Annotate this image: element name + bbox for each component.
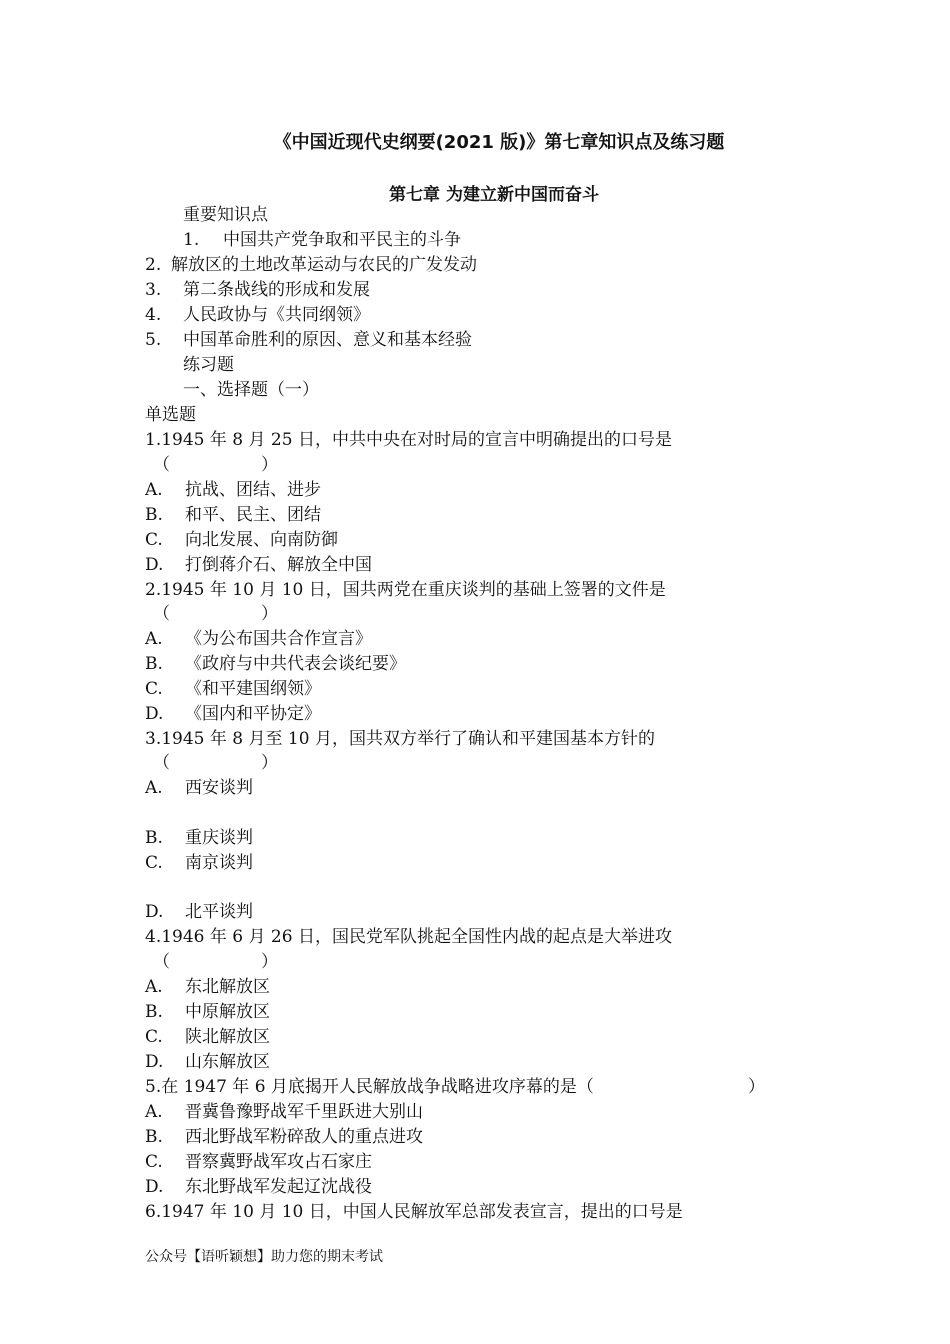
option [145, 628, 372, 650]
answer-blank [153, 951, 278, 973]
knowledge-item [145, 304, 370, 326]
question-stem: 3.1945 年 8 月至 10 月，国共双方举行了确认和平建国基本方针的 [145, 729, 655, 749]
option-label: A. [145, 1102, 163, 1122]
question-stem: 1.1945 年 8 月 25 日，中共中央在对时局的宣言中明确提出的口号是 [145, 430, 672, 450]
close-paren: ） [748, 1077, 765, 1097]
open-paren: （ [153, 753, 170, 773]
option [145, 703, 321, 725]
close-paren: ） [261, 753, 278, 773]
option [145, 1176, 372, 1198]
option-text: 山东解放区 [185, 1052, 270, 1072]
option-text: 打倒蒋介石、解放全中国 [185, 555, 372, 575]
knowledge-heading: 重要知识点 [183, 205, 268, 225]
close-paren: ） [261, 604, 278, 624]
option-text: 中原解放区 [185, 1002, 270, 1022]
question-stem: 2.1945 年 10 月 10 日，国共两党在重庆谈判的基础上签署的文件是 [145, 580, 666, 600]
option-label: B. [145, 1002, 163, 1022]
option-text: 北平谈判 [185, 902, 253, 922]
knowledge-item-text: 中国共产党争取和平民主的斗争 [223, 230, 461, 250]
option-text: 陕北解放区 [185, 1027, 270, 1047]
option [145, 1126, 423, 1148]
option-label: C. [145, 530, 163, 550]
knowledge-item-number: 5. [145, 330, 162, 350]
knowledge-item-number: 3. [145, 280, 162, 300]
knowledge-item-number: 2. [145, 255, 162, 275]
option-text: 晋冀鲁豫野战军千里跃进大别山 [185, 1102, 423, 1122]
knowledge-item-number: 1. [183, 230, 200, 250]
section-heading: 一、选择题（一） [183, 380, 319, 400]
option-text: 南京谈判 [185, 853, 253, 873]
option [145, 554, 372, 576]
option-text: 向北发展、向南防御 [185, 530, 338, 550]
option-text: 《国内和平协定》 [185, 704, 321, 724]
option-label: C. [145, 679, 163, 699]
close-paren: ） [261, 952, 278, 972]
knowledge-item-text: 人民政协与《共同纲领》 [183, 305, 370, 325]
option-label: A. [145, 778, 163, 798]
option-label: B. [145, 654, 163, 674]
option [145, 1101, 423, 1123]
question-stem: 5.在 1947 年 6 月底揭开人民解放战争战略进攻序幕的是（ [145, 1077, 594, 1097]
option [145, 1001, 270, 1023]
option-label: D. [145, 1177, 164, 1197]
answer-blank [153, 454, 278, 476]
option [145, 1026, 270, 1048]
knowledge-item-text: 第二条战线的形成和发展 [183, 280, 370, 300]
exercises-heading: 练习题 [183, 355, 234, 375]
option-label: A. [145, 977, 163, 997]
option-text: 《政府与中共代表会谈纪要》 [185, 654, 406, 674]
question-type: 单选题 [145, 405, 196, 425]
knowledge-item [183, 229, 461, 251]
document-title: 《中国近现代史纲要(2021 版)》第七章知识点及练习题 [273, 132, 725, 153]
option-label: C. [145, 853, 163, 873]
knowledge-item-number: 4. [145, 305, 162, 325]
option-label: B. [145, 828, 163, 848]
option-label: B. [145, 505, 163, 525]
option-text: 《和平建国纲领》 [185, 679, 321, 699]
open-paren: （ [153, 455, 170, 475]
knowledge-item-text: 解放区的土地改革运动与农民的广发发动 [171, 255, 477, 275]
close-paren: ） [261, 455, 278, 475]
option-text: 东北解放区 [185, 977, 270, 997]
option-label: D. [145, 555, 164, 575]
option [145, 504, 321, 526]
open-paren: （ [153, 604, 170, 624]
option-text: 抗战、团结、进步 [185, 480, 321, 500]
option [145, 976, 270, 998]
chapter-heading: 第七章 为建立新中国而奋斗 [389, 185, 599, 205]
option-text: 《为公布国共合作宣言》 [185, 629, 372, 649]
option-label: B. [145, 1127, 163, 1147]
option [145, 1151, 372, 1173]
option-text: 东北野战军发起辽沈战役 [185, 1177, 372, 1197]
knowledge-item [145, 329, 472, 351]
knowledge-item [145, 279, 370, 301]
answer-blank [153, 603, 278, 625]
option [145, 529, 338, 551]
option-label: D. [145, 902, 164, 922]
knowledge-item [145, 254, 477, 276]
option-label: D. [145, 704, 164, 724]
option [145, 901, 253, 923]
option-label: D. [145, 1052, 164, 1072]
option [145, 777, 253, 799]
option [145, 827, 253, 849]
option [145, 1051, 270, 1073]
option [145, 852, 253, 874]
knowledge-item-text: 中国革命胜利的原因、意义和基本经验 [183, 330, 472, 350]
option-label: C. [145, 1152, 163, 1172]
option-text: 西北野战军粉碎敌人的重点进攻 [185, 1127, 423, 1147]
option-text: 和平、民主、团结 [185, 505, 321, 525]
question-stem: 6.1947 年 10 月 10 日，中国人民解放军总部发表宣言，提出的口号是 [145, 1202, 683, 1222]
option-text: 西安谈判 [185, 778, 253, 798]
option-label: A. [145, 629, 163, 649]
option-text: 晋察冀野战军攻占石家庄 [185, 1152, 372, 1172]
option-label: C. [145, 1027, 163, 1047]
option-text: 重庆谈判 [185, 828, 253, 848]
option-label: A. [145, 480, 163, 500]
question-stem: 4.1946 年 6 月 26 日，国民党军队挑起全国性内战的起点是大举进攻 [145, 927, 672, 947]
page-footer: 公众号【语听颖想】助力您的期末考试 [145, 1249, 383, 1265]
open-paren: （ [153, 952, 170, 972]
answer-blank [153, 752, 278, 774]
option [145, 479, 321, 501]
option [145, 653, 406, 675]
option [145, 678, 321, 700]
